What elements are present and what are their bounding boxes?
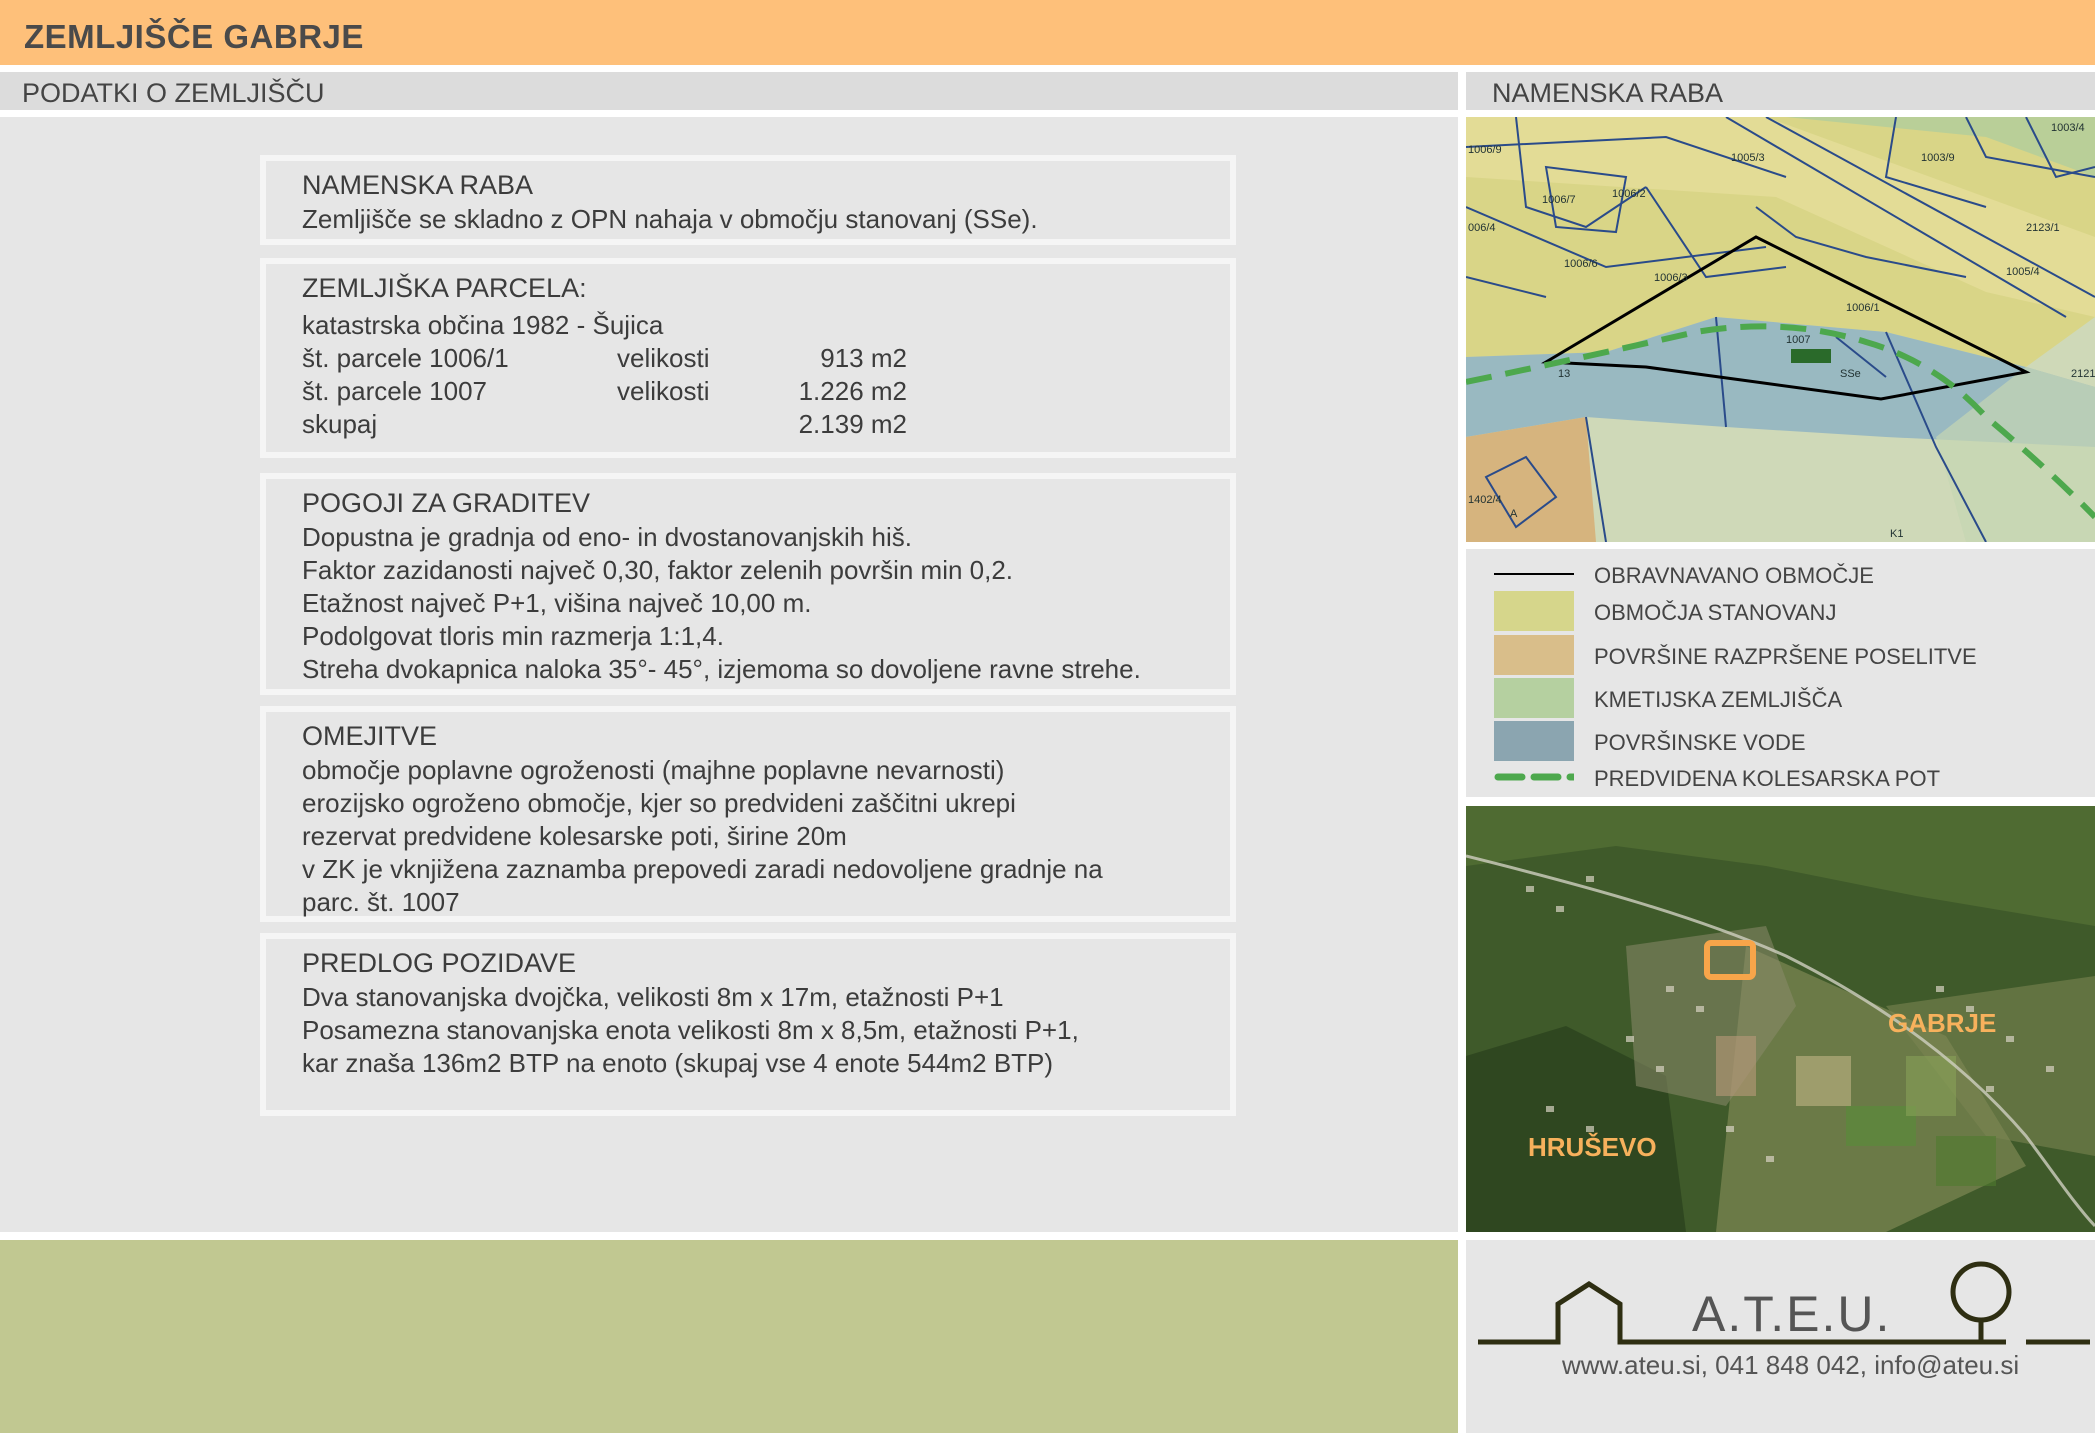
legend-label: PREDVIDENA KOLESARSKA POT (1594, 766, 1941, 791)
aerial-photo-graphic (1466, 806, 2095, 1232)
legend-swatch (1494, 721, 1574, 761)
box-line: Podolgovat tloris min razmerja 1:1,4. (302, 621, 724, 651)
section-header-land-use (1466, 72, 2095, 110)
legend-item (1466, 635, 2095, 675)
legend-label: OBRAVNAVANO OBMOČJE (1594, 563, 1874, 588)
box-line: v ZK je vknjižena zaznamba prepovedi zaradi nedovoljene gradnje na (302, 854, 1103, 884)
legend-symbol-dashed-line (1494, 757, 1574, 797)
parcel-number: št. parcele 1007 (302, 376, 488, 406)
legend-item (1466, 678, 2095, 718)
section-title-land-use: NAMENSKA RABA (1492, 78, 1724, 108)
map-label: 13 (1558, 368, 1571, 380)
legend-item (1466, 591, 2095, 631)
total-label: skupaj (302, 409, 378, 439)
aerial-label-gabrje: GABRJE (1888, 1008, 1997, 1038)
info-box-restrictions (260, 706, 1236, 922)
parcel-number: št. parcele 1006/1 (302, 343, 509, 373)
parcel-size: 1.226 m2 (798, 376, 907, 406)
parcel-size-label: velikosti (617, 376, 710, 406)
box-title: NAMENSKA RABA (302, 170, 534, 200)
footer-band (0, 1240, 1458, 1433)
info-box-land-use (260, 155, 1236, 245)
box-line: Streha dvokapnica naloka 35°- 45°, izjemoma so dovoljene ravne strehe. (302, 654, 1141, 684)
parcel-row (302, 342, 1230, 375)
land-use-map-graphic (1466, 117, 2095, 542)
parcel-size-label: velikosti (617, 343, 710, 373)
legend-label: KMETIJSKA ZEMLJIŠČA (1594, 687, 1843, 712)
legend-label: POVRŠINSKE VODE (1594, 730, 1806, 755)
info-box-parcel (260, 258, 1236, 458)
aerial-photo (1466, 806, 2095, 1232)
map-label: 1005/4 (2006, 266, 2040, 278)
map-label: 1402/4 (1468, 494, 1502, 506)
box-line: Zemljišče se skladno z OPN nahaja v območju stanovanj (SSe). (302, 204, 1038, 234)
map-label: 006/4 (1468, 222, 1496, 234)
box-title: OMEJITVE (302, 721, 438, 751)
legend-item (1466, 721, 2095, 761)
map-label: K1 (1890, 528, 1904, 540)
map-label: 1003/9 (1921, 152, 1955, 164)
box-title: PREDLOG POZIDAVE (302, 948, 577, 978)
legend-item (1466, 757, 2095, 797)
box-title: ZEMLJIŠKA PARCELA: (302, 273, 587, 303)
box-line: območje poplavne ogroženosti (majhne poplavne nevarnosti) (302, 755, 1005, 785)
map-label: 1005/3 (1731, 152, 1765, 164)
info-box-building-conditions (260, 473, 1236, 695)
section-header-land-data (0, 72, 1458, 110)
legend-swatch (1494, 678, 1574, 718)
land-use-map (1466, 117, 2095, 542)
map-label: 2123/1 (2026, 222, 2060, 234)
map-label: A (1510, 508, 1518, 520)
total-blank (617, 408, 737, 441)
info-box-building-proposal (260, 933, 1236, 1116)
box-line: rezervat predvidene kolesarske poti, širine 20m (302, 821, 847, 851)
map-legend (1466, 549, 2095, 797)
map-label: 1006/2 (1612, 188, 1646, 200)
legend-item (1466, 554, 2095, 594)
box-line: Posamezna stanovanjska enota velikosti 8m x 8,5m, etažnosti P+1, (302, 1015, 1079, 1045)
map-label: 1006/1 (1846, 302, 1880, 314)
parcel-size: 913 m2 (820, 343, 907, 373)
parcel-row (302, 375, 1230, 408)
total-size: 2.139 m2 (798, 409, 907, 439)
map-label: 1003/4 (2051, 122, 2085, 134)
box-line: Etažnost največ P+1, višina največ 10,00 m. (302, 588, 812, 618)
legend-swatch (1494, 591, 1574, 631)
map-label: SSe (1840, 368, 1861, 380)
company-name: A.T.E.U. (1692, 1286, 1892, 1342)
parcel-total-row (302, 408, 1230, 441)
box-line: Faktor zazidanosti največ 0,30, faktor zelenih površin min 0,2. (302, 555, 1014, 585)
aerial-label-hrusevo: HRUŠEVO (1528, 1132, 1657, 1162)
map-label: 1007 (1786, 334, 1811, 346)
box-title: POGOJI ZA GRADITEV (302, 488, 591, 518)
box-line: Dopustna je gradnja od eno- in dvostanovanjskih hiš. (302, 522, 912, 552)
legend-label: POVRŠINE RAZPRŠENE POSELITVE (1594, 644, 1977, 669)
section-title-land-data: PODATKI O ZEMLJIŠČU (22, 78, 325, 108)
map-label: 2121 (2071, 368, 2095, 380)
box-line: erozijsko ogroženo območje, kjer so predvideni zaščitni ukrepi (302, 788, 1016, 818)
map-label: 1006/3 (1654, 272, 1688, 284)
map-label: 1006/6 (1564, 258, 1598, 270)
map-label: 1006/9 (1468, 144, 1502, 156)
map-label: 1006/7 (1542, 194, 1576, 206)
company-contact: www.ateu.si, 041 848 042, info@ateu.si (1562, 1350, 2020, 1380)
cadastral-municipality: katastrska občina 1982 - Šujica (302, 310, 664, 340)
box-line: parc. št. 1007 (302, 887, 460, 917)
legend-swatch (1494, 635, 1574, 675)
box-line: kar znaša 136m2 BTP na enoto (skupaj vse 4 enote 544m2 BTP) (302, 1048, 1054, 1078)
legend-symbol-thin-line (1494, 554, 1574, 594)
box-line: Dva stanovanjska dvojčka, velikosti 8m x 17m, etažnosti P+1 (302, 982, 1004, 1012)
page-title: ZEMLJIŠČE GABRJE (24, 18, 364, 55)
legend-label: OBMOČJA STANOVANJ (1594, 600, 1837, 625)
